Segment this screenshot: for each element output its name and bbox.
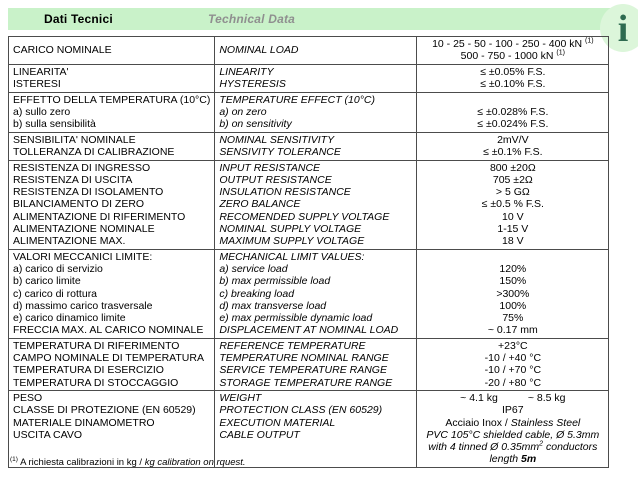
cell-english: MECHANICAL LIMIT VALUES: a) service load b) max permissible load c) breaking load d) max transverse load e) max permissible dynamic load DISPLACEMENT AT NOMINAL LOAD [215, 249, 417, 338]
cell-italian: CARICO NOMINALE [9, 37, 215, 65]
footnote [10, 457, 246, 469]
table-row-linearity [9, 64, 609, 92]
cell-value: ≤ ±0.028% F.S. ≤ ±0.024% F.S. [417, 92, 609, 132]
header-banner [8, 8, 612, 30]
cell-italian: EFFETTO DELLA TEMPERATURA (10°C) a) sullo zero b) sulla sensibilità [9, 92, 215, 132]
cell-value [417, 37, 609, 65]
footnote-marker: (1) [556, 49, 565, 57]
cell-value: 800 ±20Ω 705 ±2Ω > 5 GΩ ≤ ±0.5 % F.S. 10 V 1-15 V 18 V [417, 160, 609, 249]
cell-english: NOMINAL LOAD [215, 37, 417, 65]
table-row-temperature-effect [9, 92, 609, 132]
material-value-english: Stainless Steel [510, 416, 581, 429]
spec-table [8, 36, 609, 468]
cable-spec-superscript: 2 [539, 440, 544, 448]
material-value-italian: Acciaio Inox / [445, 416, 511, 429]
table-row-sensitivity [9, 132, 609, 160]
weight-value-1: ~ 4.1 kg [460, 391, 498, 404]
footnote-text-english: kg calibration on rquest. [144, 457, 246, 468]
cell-value: +23°C -10 / +40 °C -10 / +70 °C -20 / +80 °C [417, 338, 609, 390]
info-icon-glyph: i [617, 8, 629, 50]
cell-italian: SENSIBILITA' NOMINALE TOLLERANZA DI CALIBRAZIONE [9, 132, 215, 160]
table-row-temperature-ranges [9, 338, 609, 390]
cell-english: REFERENCE TEMPERATURE TEMPERATURE NOMINAL RANGE SERVICE TEMPERATURE RANGE STORAGE TEMPERATURE RANGE [215, 338, 417, 390]
cell-english: TEMPERATURE EFFECT (10°C) a) on zero b) on sensitivity [215, 92, 417, 132]
cell-italian: LINEARITA' ISTERESI [9, 64, 215, 92]
cell-value [417, 390, 609, 467]
table-row-nominal-load [9, 37, 609, 65]
table-row-physical [9, 390, 609, 467]
cell-value: 2mV/V ≤ ±0.1% F.S. [417, 132, 609, 160]
cable-length-value: 5m [521, 453, 537, 466]
table-row-electrical [9, 160, 609, 249]
footnote-marker: (1) [10, 455, 18, 463]
cell-english: INPUT RESISTANCE OUTPUT RESISTANCE INSULATION RESISTANCE ZERO BALANCE RECOMENDED SUPPLY VOLTAGE NOMINAL SUPPLY VOLTAGE MAXIMUM SUPPLY VOLTAGE [215, 160, 417, 249]
cell-english: NOMINAL SENSITIVITY SENSIVITY TOLERANCE [215, 132, 417, 160]
cable-spec-line2b: conductors [543, 441, 598, 454]
cable-spec-line2a: with 4 tinned Ø 0.35mm [428, 441, 540, 454]
cell-italian: PESO CLASSE DI PROTEZIONE (EN 60529) MATERIALE DINAMOMETRO USCITA CAVO [9, 390, 215, 467]
weight-value-2: ~ 8.5 kg [527, 391, 566, 404]
page-title-italian: Dati Tecnici [44, 12, 113, 26]
value-text: 10 - 25 - 50 - 100 - 250 - 400 kN [432, 38, 585, 50]
cell-value: 120% 150% >300% 100% 75% ~ 0.17 mm [417, 249, 609, 338]
cell-english: LINEARITY HYSTERESIS [215, 64, 417, 92]
cell-italian: RESISTENZA DI INGRESSO RESISTENZA DI USCITA RESISTENZA DI ISOLAMENTO BILANCIAMENTO DI ZERO ALIMENTAZIONE DI RIFERIMENTO ALIMENTAZIONE NOMINALE ALIMENTAZIONE MAX. [9, 160, 215, 249]
table-row-mechanical-limits [9, 249, 609, 338]
cable-spec-line1: PVC 105°C shielded cable, Ø 5.3mm [426, 428, 600, 441]
cell-italian: VALORI MECCANICI LIMITE: a) carico di servizio b) carico limite c) carico di rottura d) massimo carico trasversale e) carico dinamico limite FRECCIA MAX. AL CARICO NOMINALE [9, 249, 215, 338]
footnote-text-italian: A richiesta calibrazioni in kg / [17, 457, 145, 468]
footnote-marker: (1) [585, 37, 594, 45]
page-title-english: Technical Data [208, 12, 296, 26]
cable-length-label: length [489, 453, 521, 466]
value-text: 500 - 750 - 1000 kN [460, 50, 557, 63]
cell-italian: TEMPERATURA DI RIFERIMENTO CAMPO NOMINALE DI TEMPERATURA TEMPERATURA DI ESERCIZIO TEMPERATURA DI STOCCAGGIO [9, 338, 215, 390]
cell-value: ≤ ±0.05% F.S. ≤ ±0.10% F.S. [417, 64, 609, 92]
protection-class-value: IP67 [502, 404, 524, 417]
cell-english: WEIGHT PROTECTION CLASS (EN 60529) EXECUTION MATERIAL CABLE OUTPUT [215, 390, 417, 467]
